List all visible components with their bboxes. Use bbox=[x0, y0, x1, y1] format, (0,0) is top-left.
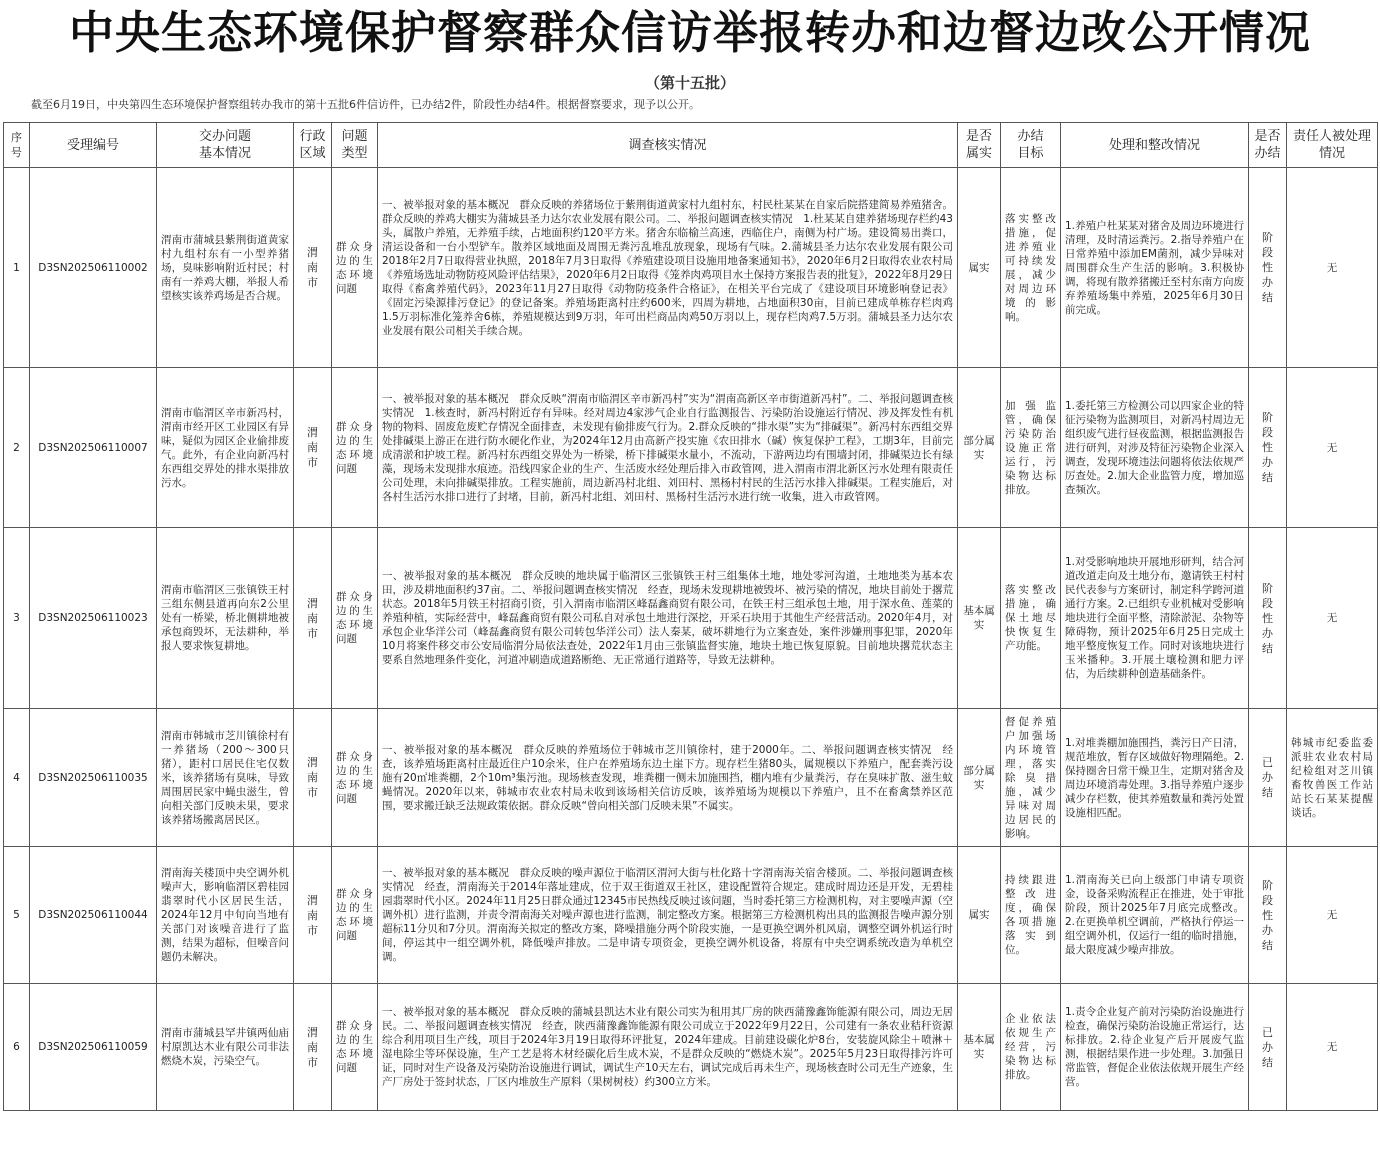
cell-id: D3SN202506110059 bbox=[30, 984, 157, 1111]
cell-responsible: 韩城市纪委监委派驻农业农村局纪检组对芝川镇畜牧兽医工作站站长石某某提醒谈话。 bbox=[1287, 709, 1378, 847]
cell-verified: 部分属实 bbox=[958, 709, 1001, 847]
cell-responsible: 无 bbox=[1287, 847, 1378, 984]
cell-issue: 渭南市蒲城县罕井镇两仙庙村原凯达木业有限公司非法燃烧木炭，污染空气。 bbox=[157, 984, 294, 1111]
cell-verified: 部分属实 bbox=[958, 368, 1001, 528]
cell-goal: 落实整改措施，确保土地尽快恢复生产功能。 bbox=[1001, 528, 1061, 709]
cell-id: D3SN202506110035 bbox=[30, 709, 157, 847]
cell-issue: 渭南市临渭区三张镇铁王村三组东侧县道再向东2公里处有一桥梁，桥北侧耕地被承包商毁坏，无法耕种，举报人要求恢复耕地。 bbox=[157, 528, 294, 709]
cell-handling: 1.对受影响地块开展地形研判，结合河道改道走向及土地分布，邀请铁王村村民代表参与方案研讨，制定科学跨河道通行方案。2.已组织专业机械对受影响地块进行全面平整，清除淤泥、杂物等障碍物，预计2025年6月25日完成土地平整度恢复工作。同时对该地块进行玉米播种。3.开展土壤检测和肥力评估，为后续耕种创造基础条件。 bbox=[1061, 528, 1249, 709]
header-handling: 处理和整改情况 bbox=[1061, 123, 1249, 168]
cell-investigation: 一、被举报对象的基本概况 群众反映的噪声源位于临渭区渭河大街与杜化路十字渭南海关宿舍楼顶。二、举报问题调查核实情况 经查，渭南海关于2014年落址建成，位于双王街道双王社区，建设配置符合规定。建成时周边还是开发，无碧桂园翡翠时代小区。2024年11月25日群众通过12345市民热线反映过该问题，当时委托第三方检测机构，对主要噪声源（空调外机）进行监测，并责令渭南海关对噪声源也进行监测，制定整改方案。根据第三方检测机构出具的监测报告噪声源分别超标11分贝和7分贝。渭南海关拟定的整改方案，降噪措施分两个阶段实施，一是更换空调外机风扇，调整空调外机运行时间，停运其中一组空调外机，降低噪声排放。二是申请专项资金，更换空调外机设备，将原有中央空调系统改造为单机空调。 bbox=[378, 847, 958, 984]
cell-type: 群众身边的生态环境问题 bbox=[332, 709, 378, 847]
cell-type: 群众身边的生态环境问题 bbox=[332, 368, 378, 528]
page-title: 中央生态环境保护督察群众信访举报转办和边督边改公开情况 bbox=[68, 6, 1311, 59]
cell-responsible: 无 bbox=[1287, 984, 1378, 1111]
cell-closed: 阶段性办结 bbox=[1249, 368, 1287, 528]
table-row bbox=[4, 528, 1378, 709]
cell-handling: 1.责令企业复产前对污染防治设施进行检查，确保污染防治设施正常运行，达标排放。2.待企业复产后开展废气监测，根据结果作进一步处理。3.加强日常监管，督促企业依法依规开展生产经营。 bbox=[1061, 984, 1249, 1111]
cell-seq: 6 bbox=[4, 984, 30, 1111]
cell-verified: 基本属实 bbox=[958, 528, 1001, 709]
cell-verified: 属实 bbox=[958, 168, 1001, 368]
header-type: 问题类型 bbox=[332, 123, 378, 168]
cell-seq: 4 bbox=[4, 709, 30, 847]
cell-type: 群众身边的生态环境问题 bbox=[332, 847, 378, 984]
page-subtitle: （第十五批） bbox=[644, 74, 735, 92]
cell-investigation: 一、被举报对象的基本概况 群众反映的蒲城县凯达木业有限公司实为租用其厂房的陕西蒲豫鑫饰能源有限公司，周边无居民。二、举报问题调查核实情况 经查，陕西蒲豫鑫饰能源有限公司成立于2022年9月22日，公司建有一条农业秸秆资源综合利用项目生产线，项目于2024年3月19日取得环评批复，2024年建成。目前建设碳化炉8台，安装旋风除尘＋喷淋＋湿电除尘等环保设施，生产工艺是将木材经碳化后生成木炭，不是群众反映的“燃烧木炭”。2025年5月23日取得排污许可证，同时对生产设备及污染防治设施进行调试，调试生产10天左右，调试完成后再未生产，现场核查时公司无生产迹象，生产厂房处于签封状态，厂区内堆放生产原料（果树树枝）约300立方米。 bbox=[378, 984, 958, 1111]
header-region: 行政区域 bbox=[294, 123, 332, 168]
header-verified: 是否属实 bbox=[958, 123, 1001, 168]
cell-id: D3SN202506110002 bbox=[30, 168, 157, 368]
cell-handling: 1.委托第三方检测公司以四家企业的特征污染物为监测项目，对新冯村周边无组织废气进行昼夜监测，根据监测报告进行研判，对涉及特征污染物企业深入调查，发现环境违法问题将依法依规严厉查处。2.加大企业监管力度，增加巡查频次。 bbox=[1061, 368, 1249, 528]
cell-id: D3SN202506110023 bbox=[30, 528, 157, 709]
cell-issue: 渭南海关楼顶中央空调外机噪声大，影响临渭区碧桂园翡翠时代小区居民生活，2024年12月中旬向当地有关部门对该噪音进行了监测，结果为超标，但噪音问题仍未解决。 bbox=[157, 847, 294, 984]
intro-text: 截至6月19日，中央第四生态环境保护督察组转办我市的第十五批6件信访件，已办结2件，阶段性办结4件。根据督察要求，现予以公开。 bbox=[31, 98, 700, 111]
cell-responsible: 无 bbox=[1287, 528, 1378, 709]
cell-region: 渭南市 bbox=[294, 168, 332, 368]
cell-closed: 阶段性办结 bbox=[1249, 528, 1287, 709]
cell-type: 群众身边的生态环境问题 bbox=[332, 528, 378, 709]
cell-verified: 基本属实 bbox=[958, 984, 1001, 1111]
cell-responsible: 无 bbox=[1287, 168, 1378, 368]
cell-investigation: 一、被举报对象的基本概况 群众反映的养殖场位于韩城市芝川镇徐村，建于2000年。二、举报问题调查核实情况 经查，该养殖场距离村庄最近住户10余米，住户在养殖场东边土崖下方。现存栏生猪80头，属规模以下养殖户，配套粪污设施有20㎡堆粪棚，2个10m³集污池。现场核查发现，堆粪棚一侧未加施围挡，棚内堆有少量粪污，存在臭味扩散、滋生蚊蝇情况。2020年以来，韩城市农业农村局未收到该场相关信访反映，该养殖场为规模以下养殖户，且不在畜禽禁养区范围，要求搬迁缺乏法规政策依据。群众反映“曾向相关部门反映未果”不属实。 bbox=[378, 709, 958, 847]
cell-closed: 已办结 bbox=[1249, 984, 1287, 1111]
table-row bbox=[4, 847, 1378, 984]
cell-region: 渭南市 bbox=[294, 368, 332, 528]
header-id: 受理编号 bbox=[30, 123, 157, 168]
cell-issue: 渭南市蒲城县紫荆街道黄家村九组村东有一小型养猪场，臭味影响附近村民；村南有一养鸡大棚，举报人希望核实该养鸡场是否合规。 bbox=[157, 168, 294, 368]
cell-id: D3SN202506110044 bbox=[30, 847, 157, 984]
petition-table bbox=[3, 122, 1378, 1111]
table-row bbox=[4, 709, 1378, 847]
header-seq: 序号 bbox=[4, 123, 30, 168]
cell-goal: 持续跟进整改进度，确保各项措施落实到位。 bbox=[1001, 847, 1061, 984]
header-closed: 是否办结 bbox=[1249, 123, 1287, 168]
table-row bbox=[4, 368, 1378, 528]
cell-goal: 督促养殖户加强场内环境管理，落实除臭措施，减少异味对周边居民的影响。 bbox=[1001, 709, 1061, 847]
cell-responsible: 无 bbox=[1287, 368, 1378, 528]
header-issue: 交办问题基本情况 bbox=[157, 123, 294, 168]
cell-investigation: 一、被举报对象的基本概况 群众反映“渭南市临渭区辛市新冯村”实为“渭南高新区辛市街道新冯村”。二、举报问题调查核实情况 1.核查时，新冯村附近存有异味。经对周边4家涉气企业自行监测报告、污染防治设施运行情况、涉及挥发性有机物的物料、固废危废贮存情况全面排查，未发现有偷排废气行为。2.群众反映的“排水渠”实为“排碱渠”。新冯村东西组交界处排碱渠上游正在进行防水硬化作业，为2024年12月由高新产投实施《农田排水（碱）恢复保护工程》，工期3年，目前完成清淤和护坡工程。新冯村东西组交界处为一桥梁，桥下排碱渠水量小，不流动，下游两边均有围墙封闭，排碱渠边长有绿藻，现场未发现排水痕迹。沿线四家企业的生产、生活废水经处理后排入市政管网，进入渭南市渭北新区污水处理有限责任公司处理，未向排碱渠排放。工程实施前，周边新冯村北组、刘田村、黑杨村村民的生活污水排入排碱渠。工程实施后，对各村生活污水排口进行了封堵，目前，新冯村北组、刘田村、黑杨村生活污水进行统一收集，进入市政管网。 bbox=[378, 368, 958, 528]
cell-seq: 1 bbox=[4, 168, 30, 368]
cell-seq: 2 bbox=[4, 368, 30, 528]
table-row bbox=[4, 984, 1378, 1111]
cell-region: 渭南市 bbox=[294, 984, 332, 1111]
cell-region: 渭南市 bbox=[294, 847, 332, 984]
cell-handling: 1.渭南海关已向上级部门申请专项资金，设备采购流程正在推进，处于审批阶段，预计2025年7月底完成整改。2.在更换单机空调前，严格执行停运一组空调外机，仅运行一组的临时措施，最大限度减少噪声排放。 bbox=[1061, 847, 1249, 984]
cell-goal: 企业依法依规生产经营，污染物达标排放。 bbox=[1001, 984, 1061, 1111]
table-row bbox=[4, 168, 1378, 368]
cell-seq: 5 bbox=[4, 847, 30, 984]
cell-type: 群众身边的生态环境问题 bbox=[332, 984, 378, 1111]
cell-investigation: 一、被举报对象的基本概况 群众反映的养猪场位于紫荆街道黄家村九组村东，村民杜某某在自家后院搭建简易养殖猪舍。群众反映的养鸡大棚实为蒲城县圣力达尔农业发展有限公司。二、举报问题调查核实情况 1.杜某某自建养猪场现存栏约43头，属散户养殖，无养殖手续，占地面积约120平方米。猪舍东临榆兰高速，西临住户，南侧为村广场。建设简易出粪口，清运设备和一台小型铲车。散养区域地面及周围无粪污乱堆乱放现象，现场有气味。2.蒲城县圣力达尔农业发展有限公司2018年2月7日取得营业执照，2018年7月3日取得《养殖建设项目设施用地备案通知书》，2020年6月2日取得农业农村局《养殖场选址动物防疫风险评估结果》，2020年6月2日取得《笼养肉鸡项目水土保持方案报告表的批复》，2022年8月29日取得《畜禽养殖代码》，2023年11月27日取得《动物防疫条件合格证》，在相关平台完成了《建设项目环境影响登记表》《固定污染源排污登记》的登记备案。养殖场距离村庄约600米，四周为耕地，占地面积30亩，目前已建成单栋存栏肉鸡1.5万羽标准化笼养舍6栋，养殖规模达到9万羽，年可出栏商品肉鸡50万羽以上，现存栏肉鸡7.5万羽。蒲城县圣力达尔农业发展有限公司相关手续合规。 bbox=[378, 168, 958, 368]
cell-handling: 1.养殖户杜某某对猪舍及周边环境进行清理，及时清运粪污。2.指导养殖户在日常养殖中添加EM菌剂，减少异味对周围群众生产生活的影响。3.积极协调，将现有散养猪搬迁至村东南方向废弃养殖场集中养殖，2025年6月30日前完成。 bbox=[1061, 168, 1249, 368]
cell-goal: 加强监管，确保污染防治设施正常运行，污染物达标排放。 bbox=[1001, 368, 1061, 528]
header-goal: 办结目标 bbox=[1001, 123, 1061, 168]
header-responsible: 责任人被处理情况 bbox=[1287, 123, 1378, 168]
cell-closed: 阶段性办结 bbox=[1249, 168, 1287, 368]
header-investigation: 调查核实情况 bbox=[378, 123, 958, 168]
cell-seq: 3 bbox=[4, 528, 30, 709]
cell-verified: 属实 bbox=[958, 847, 1001, 984]
cell-region: 渭南市 bbox=[294, 528, 332, 709]
cell-region: 渭南市 bbox=[294, 709, 332, 847]
cell-investigation: 一、被举报对象的基本概况 群众反映的地块属于临渭区三张镇铁王村三组集体土地，地处零河沟道，土地地类为基本农田，涉及耕地面积约37亩。二、举报问题调查核实情况 经查，现场未发现耕地被毁坏、被污染的情况，地块目前处于撂荒状态。2018年5月铁王村招商引资，引入渭南市临渭区峰磊鑫商贸有限公司，在铁王村三组承包土地，用于深水鱼、莲菜的养殖种植，实际经营中，峰磊鑫商贸有限公司私自对承包土地进行深挖，开采石块用于其他生产经营活动。2020年4月，对承包企业华洋公司（峰磊鑫商贸有限公司转包华洋公司）法人秦某，破坏耕地行为立案查处，案件涉嫌刑事犯罪，2020年10月将案件移交市公安局临渭分局依法查处，2022年1月由三张镇监督实施，地块土地已恢复原貌。目前地块撂荒状态主要系自然地理条件变化，河道冲刷造成道路断绝、无正常通行道路等，导致无法耕种。 bbox=[378, 528, 958, 709]
cell-handling: 1.对堆粪棚加施围挡，粪污日产日清，规范堆放，暂存区域做好物理隔绝。2.保持圈舍日常干燥卫生，定期对猪舍及周边环境消毒处理。3.指导养殖户逐步减少存栏数，使其养殖数量和粪污处置设施相匹配。 bbox=[1061, 709, 1249, 847]
cell-issue: 渭南市临渭区辛市新冯村，渭南市经开区工业园区有异味，疑似为园区企业偷排废气。此外，有企业向新冯村东西组交界处的排水渠排放污水。 bbox=[157, 368, 294, 528]
cell-issue: 渭南市韩城市芝川镇徐村有一养猪场（200～300只猪），距村口居民住宅仅数米，该养猪场有臭味，导致周围居民家中蝇虫滋生，曾向相关部门反映未果，要求该养猪场搬离居民区。 bbox=[157, 709, 294, 847]
cell-goal: 落实整改措施，促进养殖业可持续发展，减少对周边环境的影响。 bbox=[1001, 168, 1061, 368]
cell-id: D3SN202506110007 bbox=[30, 368, 157, 528]
cell-closed: 已办结 bbox=[1249, 709, 1287, 847]
cell-closed: 阶段性办结 bbox=[1249, 847, 1287, 984]
cell-type: 群众身边的生态环境问题 bbox=[332, 168, 378, 368]
table-header-row bbox=[4, 123, 1378, 168]
